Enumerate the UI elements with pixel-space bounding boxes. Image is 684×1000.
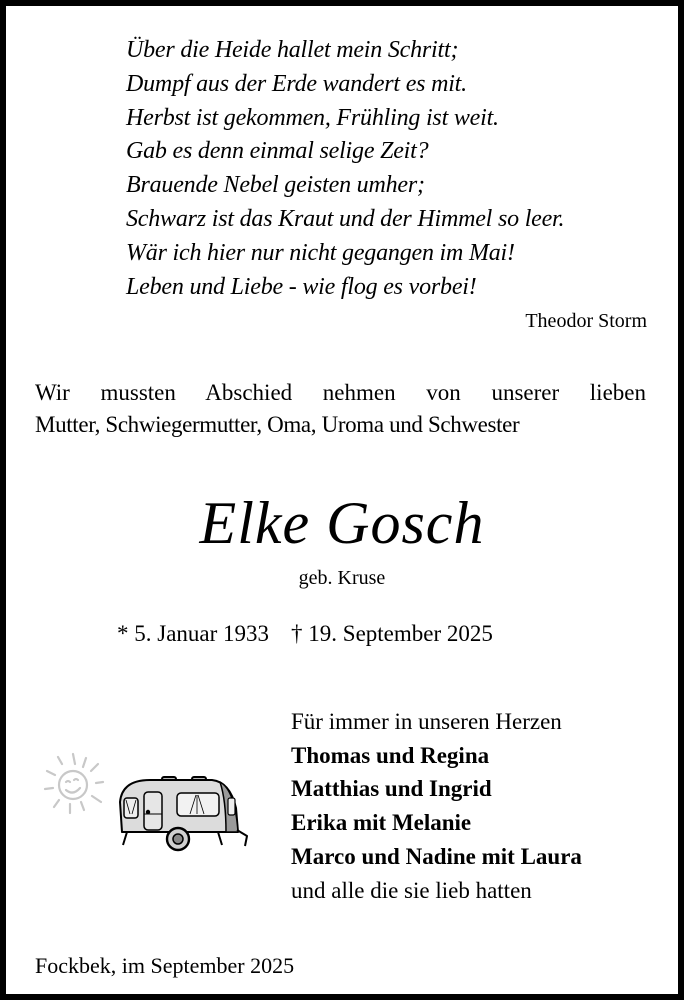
poem-line: Herbst ist gekommen, Frühling ist weit. xyxy=(126,104,499,131)
poem-line: Dumpf aus der Erde wandert es mit. xyxy=(126,70,467,97)
birth-date: * 5. Januar 1933 xyxy=(117,621,270,646)
mourners-block xyxy=(291,705,582,907)
intro-line: Mutter, Schwiegermutter, Oma, Uroma und Schwester xyxy=(35,412,520,437)
poem-line: Brauende Nebel geisten umher; xyxy=(126,172,425,199)
mourner-name: Marco und Nadine mit Laura xyxy=(291,843,582,869)
poem-line: Schwarz ist das Kraut und der Himmel so leer. xyxy=(126,205,565,232)
sun-icon xyxy=(45,754,103,813)
deceased-name: Elke Gosch xyxy=(199,490,485,556)
caravan-icon xyxy=(120,777,247,850)
mourner-name: Matthias und Ingrid xyxy=(291,776,492,802)
poem-line: Über die Heide hallet mein Schritt; xyxy=(126,37,459,63)
poem-line: Leben und Liebe - wie flog es vorbei! xyxy=(126,273,477,300)
illustration xyxy=(40,750,250,865)
poem xyxy=(126,34,564,304)
intro-text xyxy=(35,377,646,441)
mourner-name: Erika mit Melanie xyxy=(291,810,472,836)
death-date: † 19. September 2025 xyxy=(291,621,493,646)
mourners-heading: Für immer in unseren Herzen xyxy=(291,709,562,734)
place-date: Fockbek, im September 2025 xyxy=(35,953,295,978)
mourner-name: Thomas und Regina xyxy=(291,742,490,768)
intro-line: Wir mussten Abschied nehmen von unserer lieben xyxy=(35,380,646,405)
poem-line: Gab es denn einmal selige Zeit? xyxy=(126,138,429,165)
poem-author: Theodor Storm xyxy=(525,310,647,332)
birth-name: geb. Kruse xyxy=(298,567,386,589)
poem-line: Wär ich hier nur nicht gegangen im Mai! xyxy=(126,239,515,266)
life-dates xyxy=(117,618,493,650)
mourners-closing: und alle die sie lieb hatten xyxy=(291,877,532,903)
